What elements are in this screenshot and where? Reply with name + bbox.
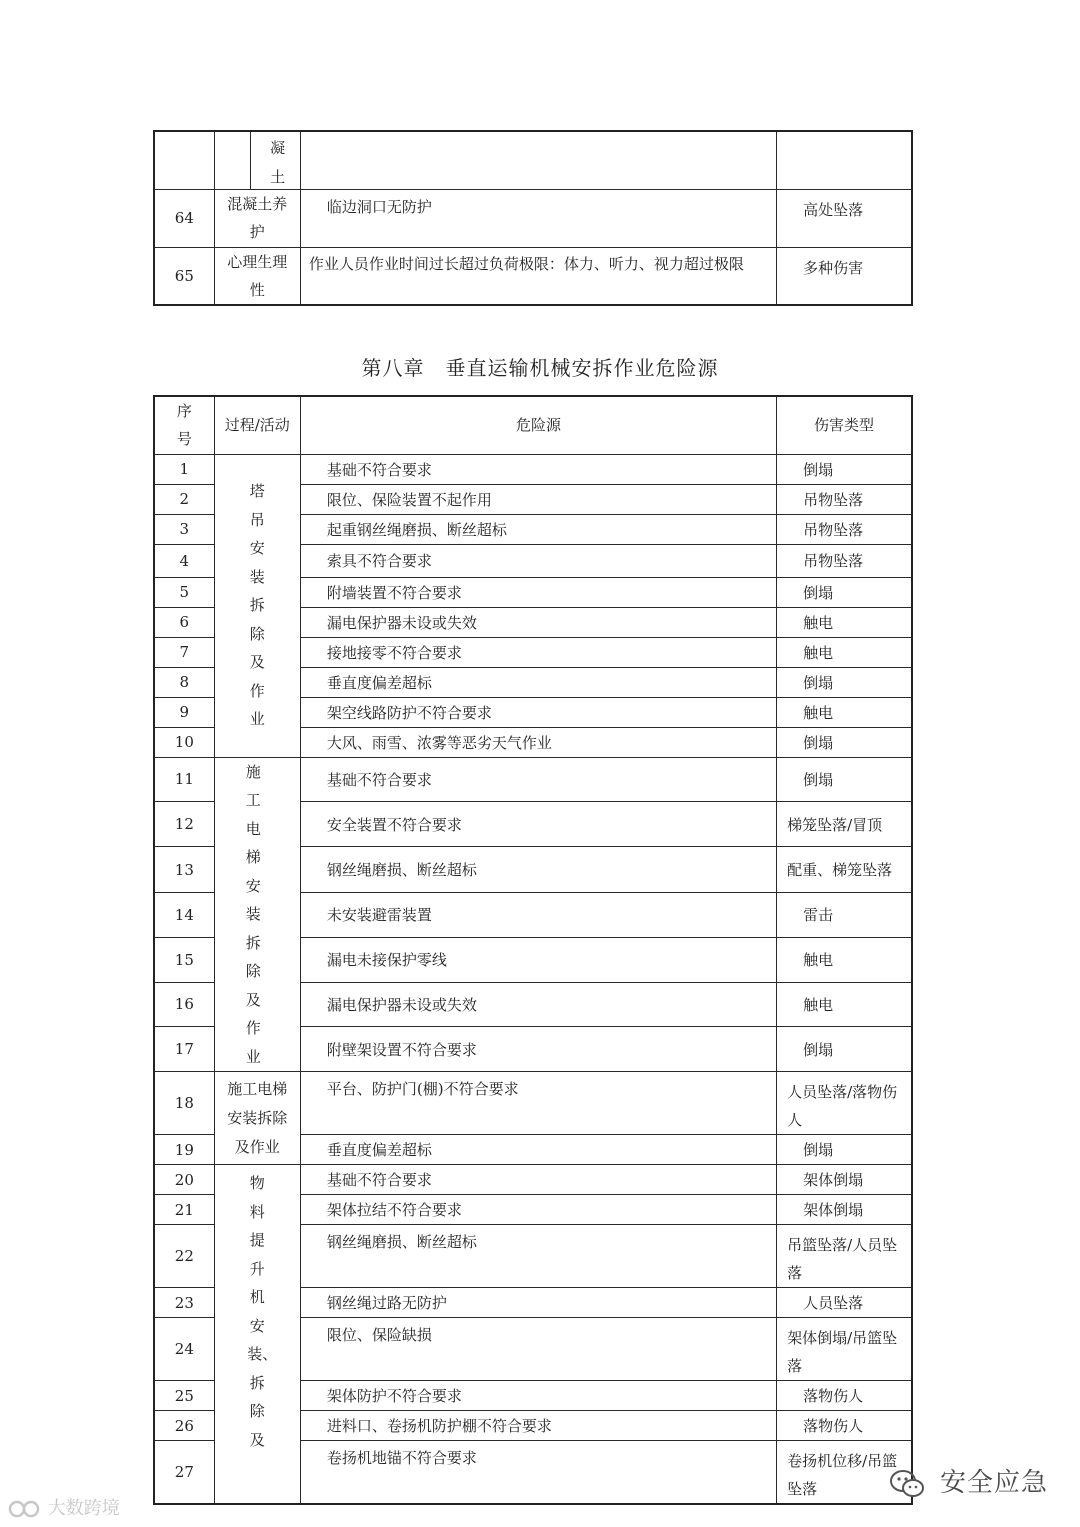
harm-cell: 倒塌 xyxy=(777,667,912,697)
row-number: 13 xyxy=(154,846,214,892)
hazard-table xyxy=(153,395,913,1505)
hazard-cell: 钢丝绳磨损、断丝超标 xyxy=(300,1225,776,1288)
table-row xyxy=(154,247,912,305)
harm-cell: 倒塌 xyxy=(777,757,912,802)
row-number: 24 xyxy=(154,1318,214,1381)
harm-cell: 吊物坠落 xyxy=(777,544,912,577)
hazard-cell: 临边洞口无防护 xyxy=(300,189,776,247)
harm-cell: 吊物坠落 xyxy=(777,514,912,544)
process-text: 施工电梯安装拆除及作业 xyxy=(245,762,269,1066)
harm-cell: 落物伤人 xyxy=(777,1411,912,1441)
header-process: 过程/活动 xyxy=(214,396,300,454)
table-row xyxy=(154,454,912,484)
row-number: 11 xyxy=(154,757,214,802)
row-number: 20 xyxy=(154,1165,214,1195)
header-no: 序号 xyxy=(154,396,214,454)
harm-cell: 卷扬机位移/吊篮坠落 xyxy=(777,1441,912,1505)
hazard-cell xyxy=(300,131,776,189)
harm-cell: 倒塌 xyxy=(777,577,912,607)
hazard-cell: 基础不符合要求 xyxy=(300,757,776,802)
process-cell xyxy=(214,189,300,247)
row-number xyxy=(154,131,214,189)
chapter-title: 第八章 垂直运输机械安拆作业危险源 xyxy=(361,356,719,380)
row-number: 1 xyxy=(154,454,214,484)
process-cell xyxy=(214,131,300,189)
hazard-cell: 安全装置不符合要求 xyxy=(300,802,776,847)
hazard-cell: 漏电保护器未设或失效 xyxy=(300,607,776,637)
hazard-cell: 钢丝绳过路无防护 xyxy=(300,1288,776,1318)
hazard-cell: 基础不符合要求 xyxy=(300,1165,776,1195)
process-group-elevator xyxy=(214,757,300,1072)
row-number: 9 xyxy=(154,697,214,727)
process-group-hoist xyxy=(214,1165,300,1505)
harm-cell: 落物伤人 xyxy=(777,1381,912,1411)
process-text: 物料提升机安装、拆除及 xyxy=(247,1174,278,1449)
row-number: 65 xyxy=(154,247,214,305)
row-number: 16 xyxy=(154,982,214,1027)
hazard-cell: 漏电保护器未设或失效 xyxy=(300,982,776,1027)
row-number: 15 xyxy=(154,937,214,982)
hazard-cell: 漏电未接保护零线 xyxy=(300,937,776,982)
harm-cell: 倒塌 xyxy=(777,727,912,757)
row-number: 6 xyxy=(154,607,214,637)
hazard-cell: 垂直度偏差超标 xyxy=(300,1135,776,1165)
watermark-left xyxy=(8,1494,120,1520)
row-number: 10 xyxy=(154,727,214,757)
process-text: 施工电梯安装拆除及作业 xyxy=(227,1079,288,1156)
row-number: 19 xyxy=(154,1135,214,1165)
harm-cell: 梯笼坠落/冒顶 xyxy=(777,802,912,847)
hazard-cell: 卷扬机地锚不符合要求 xyxy=(300,1441,776,1505)
continuation-table xyxy=(153,130,913,306)
hazard-cell: 架体防护不符合要求 xyxy=(300,1381,776,1411)
process-text: 塔吊安装拆除及作业 xyxy=(249,482,265,729)
table-row xyxy=(154,189,912,247)
harm-cell: 触电 xyxy=(777,982,912,1027)
harm-cell: 架体倒塌/吊篮坠落 xyxy=(777,1318,912,1381)
row-number: 18 xyxy=(154,1072,214,1135)
hazard-cell: 垂直度偏差超标 xyxy=(300,667,776,697)
wechat-icon xyxy=(889,1469,925,1499)
header-hazard: 危险源 xyxy=(300,396,776,454)
row-number: 8 xyxy=(154,667,214,697)
row-number: 4 xyxy=(154,544,214,577)
harm-cell: 倒塌 xyxy=(777,454,912,484)
harm-cell: 雷击 xyxy=(777,893,912,938)
harm-cell: 多种伤害 xyxy=(777,247,912,305)
row-number: 23 xyxy=(154,1288,214,1318)
hazard-cell: 平台、防护门(棚)不符合要求 xyxy=(300,1072,776,1135)
hazard-cell: 附壁架设置不符合要求 xyxy=(300,1027,776,1072)
hazard-cell: 架体拉结不符合要求 xyxy=(300,1195,776,1225)
hazard-cell: 作业人员作业时间过长超过负荷极限：体力、听力、视力超过极限 xyxy=(300,247,776,305)
row-number: 27 xyxy=(154,1441,214,1505)
harm-cell: 人员坠落 xyxy=(777,1288,912,1318)
hazard-cell: 限位、保险缺损 xyxy=(300,1318,776,1381)
hazard-cell: 未安装避雷装置 xyxy=(300,893,776,938)
row-number: 22 xyxy=(154,1225,214,1288)
harm-cell: 触电 xyxy=(777,697,912,727)
harm-cell: 架体倒塌 xyxy=(777,1195,912,1225)
hazard-cell: 钢丝绳磨损、断丝超标 xyxy=(300,846,776,892)
row-number: 21 xyxy=(154,1195,214,1225)
hazard-cell: 进料口、卷扬机防护棚不符合要求 xyxy=(300,1411,776,1441)
hazard-cell: 接地接零不符合要求 xyxy=(300,637,776,667)
hazard-cell: 起重钢丝绳磨损、断丝超标 xyxy=(300,514,776,544)
harm-cell: 触电 xyxy=(777,937,912,982)
hazard-cell: 基础不符合要求 xyxy=(300,454,776,484)
row-number: 14 xyxy=(154,893,214,938)
process-text: 凝 土 xyxy=(270,139,286,186)
harm-cell: 触电 xyxy=(777,607,912,637)
brand-logo-icon xyxy=(8,1498,42,1520)
row-number: 5 xyxy=(154,577,214,607)
harm-cell: 人员坠落/落物伤人 xyxy=(777,1072,912,1135)
row-number: 25 xyxy=(154,1381,214,1411)
harm-cell: 架体倒塌 xyxy=(777,1165,912,1195)
hazard-cell: 大风、雨雪、浓雾等恶劣天气作业 xyxy=(300,727,776,757)
row-number: 64 xyxy=(154,189,214,247)
harm-cell xyxy=(777,131,912,189)
watermark-right-text: 安全应急 xyxy=(939,1468,1048,1498)
process-cell xyxy=(214,247,300,305)
hazard-cell: 限位、保险装置不起作用 xyxy=(300,484,776,514)
header-harm: 伤害类型 xyxy=(777,396,912,454)
process-text: 混凝土养护 xyxy=(227,195,288,241)
process-text: 心理生理性 xyxy=(227,252,288,299)
row-number: 17 xyxy=(154,1027,214,1072)
harm-cell: 吊物坠落 xyxy=(777,484,912,514)
harm-cell: 触电 xyxy=(777,637,912,667)
harm-cell: 吊篮坠落/人员坠落 xyxy=(777,1225,912,1288)
row-number: 12 xyxy=(154,802,214,847)
table-row xyxy=(154,131,912,189)
harm-cell: 倒塌 xyxy=(777,1135,912,1165)
row-number: 7 xyxy=(154,637,214,667)
harm-cell: 高处坠落 xyxy=(777,189,912,247)
hazard-cell: 架空线路防护不符合要求 xyxy=(300,697,776,727)
table-header xyxy=(154,396,912,454)
table-row xyxy=(154,1165,912,1195)
table-row xyxy=(154,757,912,802)
hazard-cell: 附墙装置不符合要求 xyxy=(300,577,776,607)
watermark-right xyxy=(889,1462,1048,1499)
row-number: 2 xyxy=(154,484,214,514)
table-row xyxy=(154,1072,912,1135)
watermark-left-text: 大数跨境 xyxy=(47,1498,120,1519)
harm-cell: 配重、梯笼坠落 xyxy=(777,846,912,892)
process-group-elevator-2 xyxy=(214,1072,300,1165)
row-number: 3 xyxy=(154,514,214,544)
harm-cell: 倒塌 xyxy=(777,1027,912,1072)
hazard-cell: 索具不符合要求 xyxy=(300,544,776,577)
process-group-tower xyxy=(214,454,300,757)
row-number: 26 xyxy=(154,1411,214,1441)
